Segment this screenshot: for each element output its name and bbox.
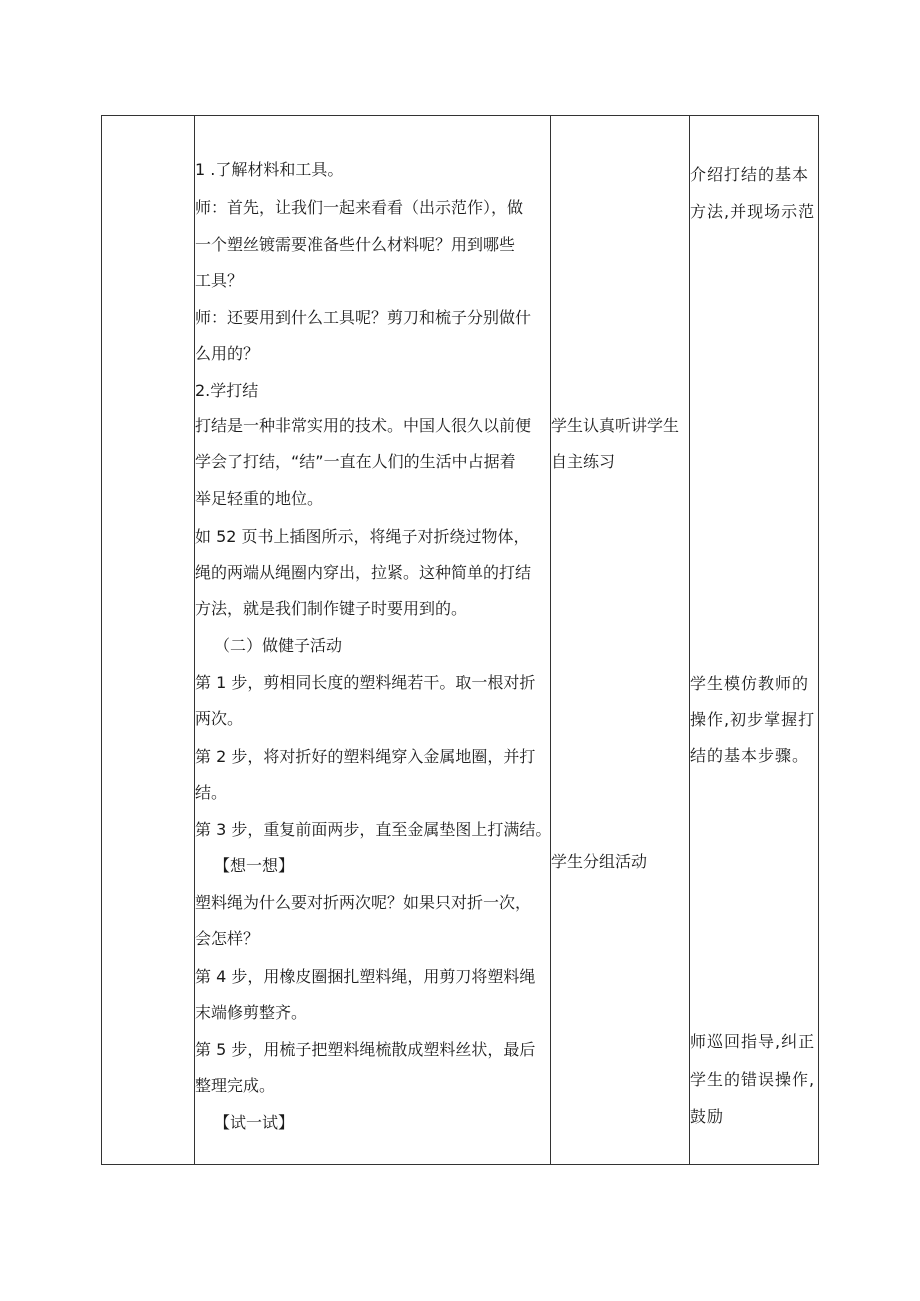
lesson-plan-table (101, 115, 819, 1165)
design-intent-cell (689, 116, 819, 1164)
process-line: 整理完成。 (195, 1076, 276, 1095)
process-line: 师：首先，让我们一起来看看（出示范作），做 (195, 198, 524, 217)
process-line: 2.学打结 (195, 381, 259, 400)
process-line: 第 1 步，剪相同长度的塑料绳若干。取一根对折 (195, 673, 536, 692)
section-heading: 【试一试】 (214, 1113, 295, 1132)
process-line: 绳的两端从绳圈内穿出，拉紧。这种简单的打结 (195, 563, 532, 582)
process-line: 两次。 (195, 709, 244, 728)
intent-line: 学生模仿教师的 (690, 674, 810, 693)
intent-line: 鼓励 (690, 1107, 725, 1126)
process-line: 么用的？ (195, 344, 260, 363)
intent-line: 方法,并现场示范 (690, 202, 816, 221)
intent-line: 介绍打结的基本 (690, 165, 810, 184)
teaching-process-cell (194, 116, 550, 1164)
process-line: 结。 (195, 783, 228, 802)
intent-line: 结的基本步骤。 (690, 746, 810, 765)
section-heading: （二）做健子活动 (214, 636, 343, 655)
process-line: 工具？ (195, 271, 244, 290)
process-line: 第 5 步，用梳子把塑料绳梳散成塑料丝状，最后 (195, 1040, 536, 1059)
student-line: 自主练习 (551, 452, 616, 471)
process-line: 师：还要用到什么工具呢？剪刀和梳子分别做什 (195, 308, 532, 327)
process-line: 如 52 页书上插图所示，将绳子对折绕过物体， (195, 527, 530, 546)
intent-line: 操作,初步掌握打 (690, 710, 816, 729)
intent-line: 学生的错误操作, (690, 1070, 816, 1089)
intent-line: 师巡回指导,纠正 (690, 1032, 816, 1051)
student-activity-cell (550, 116, 689, 1164)
process-line: 举足轻重的地位。 (195, 489, 324, 508)
process-line: 学会了打结，“结”一直在人们的生活中占据着 (195, 452, 516, 471)
process-line: 1 .了解材料和工具。 (195, 160, 344, 179)
student-line: 学生认真听讲学生 (551, 416, 680, 435)
student-line: 学生分组活动 (551, 852, 648, 871)
process-line: 第 2 步，将对折好的塑料绳穿入金属地圈，并打 (195, 747, 536, 766)
section-heading: 【想一想】 (214, 856, 295, 875)
process-line: 塑料绳为什么要对折两次呢？如果只对折一次， (195, 893, 532, 912)
process-line: 会怎样？ (195, 929, 260, 948)
process-line: 一个塑丝镀需要准备些什么材料呢？用到哪些 (195, 235, 516, 254)
process-line: 打结是一种非常实用的技术。中国人很久以前便 (195, 416, 532, 435)
process-line: 末端修剪整齐。 (195, 1003, 308, 1022)
process-line: 第 4 步，用橡皮圈捆扎塑料绳，用剪刀将塑料绳 (195, 967, 536, 986)
process-line: 方法，就是我们制作键子时要用到的。 (195, 599, 468, 618)
process-line: 第 3 步，重复前面两步，直至金属垫图上打满结。 (195, 820, 552, 839)
